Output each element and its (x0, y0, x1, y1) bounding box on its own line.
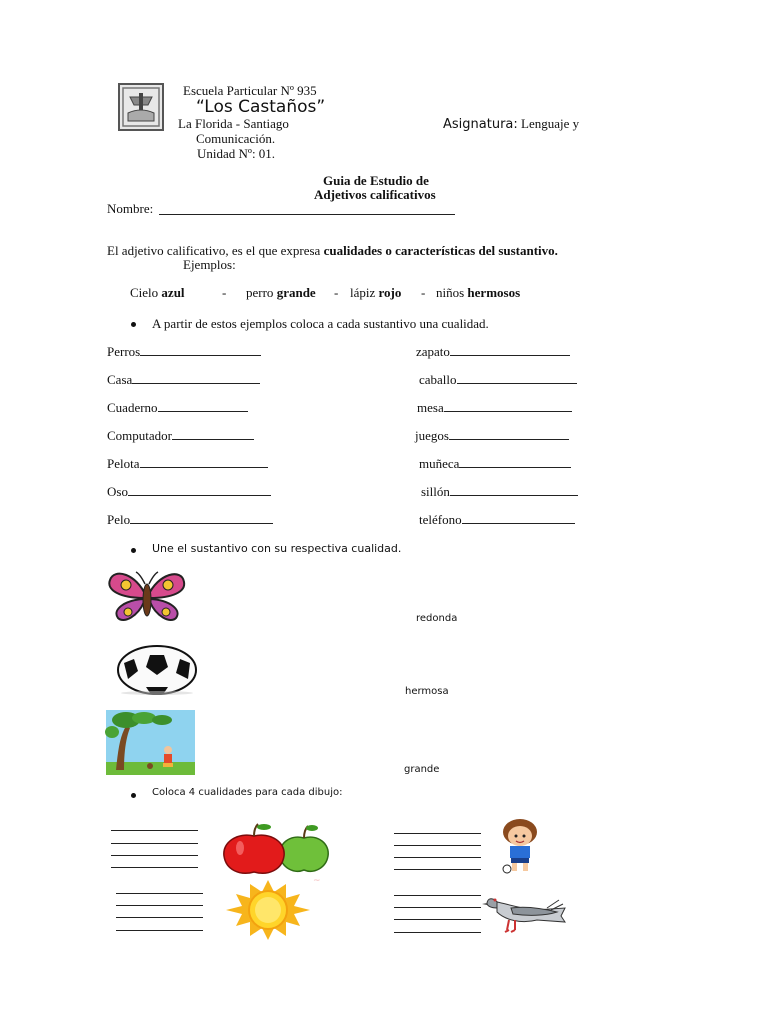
noun-row-right (417, 400, 572, 416)
location: La Florida - Santiago (178, 116, 289, 131)
instruction-2: Une el sustantivo con su respectiva cualidad. (152, 542, 402, 555)
intro-bold: cualidades o características del sustantivo. (323, 243, 558, 258)
subject-cont: Comunicación. (196, 131, 276, 146)
bullet-icon (131, 548, 136, 553)
answer-line[interactable] (158, 401, 248, 412)
examples-label: Ejemplos: (183, 257, 236, 272)
match-word[interactable]: redonda (416, 613, 458, 624)
intro-plain: El adjetivo calificativo, es el que expresa (107, 243, 324, 258)
noun-row-right (421, 484, 578, 500)
noun-row-right (419, 512, 575, 528)
butterfly-image[interactable] (106, 568, 188, 624)
noun-label: Pelo (107, 512, 131, 527)
answer-line[interactable] (394, 895, 481, 896)
school-line: Escuela Particular Nº 935 (183, 83, 317, 98)
answer-line[interactable] (394, 919, 481, 920)
answer-line[interactable] (111, 855, 198, 856)
answer-line[interactable] (111, 867, 198, 868)
noun-label: mesa (417, 400, 444, 415)
noun-label: zapato (416, 344, 450, 359)
noun-row-left (107, 428, 254, 444)
example-noun: niños (436, 285, 465, 300)
noun-label: Oso (107, 484, 128, 499)
answer-line[interactable] (457, 373, 577, 384)
answer-line[interactable] (459, 457, 571, 468)
noun-row-right (419, 372, 577, 388)
example-sep: - (222, 285, 227, 300)
example-sep: - (421, 285, 426, 300)
answer-line[interactable] (462, 513, 575, 524)
bullet-icon (131, 322, 136, 327)
example-2 (246, 285, 316, 301)
answer-line[interactable] (116, 930, 203, 931)
noun-row-left (107, 400, 248, 416)
answer-line[interactable] (394, 857, 481, 858)
subject-value: Lenguaje y (521, 116, 580, 131)
answer-line[interactable] (444, 401, 572, 412)
noun-label: juegos (415, 428, 449, 443)
intro-text (107, 243, 558, 259)
answer-line[interactable] (116, 893, 203, 894)
noun-row-left (107, 512, 273, 528)
apples-image[interactable] (218, 824, 330, 874)
tree-scene-image[interactable] (106, 710, 195, 775)
school-name: “Los Castaños” (196, 97, 326, 117)
answer-line[interactable] (172, 429, 254, 440)
answer-line[interactable] (394, 845, 481, 846)
noun-row-left (107, 456, 268, 472)
noun-label: Perros (107, 344, 141, 359)
noun-label: muñeca (419, 456, 460, 471)
noun-row-left (107, 344, 261, 360)
answer-line[interactable] (140, 457, 268, 468)
noun-label: Casa (107, 372, 133, 387)
boy-image[interactable] (495, 818, 545, 874)
title-line2: Adjetivos calificativos (314, 187, 436, 202)
answer-line[interactable] (130, 513, 273, 524)
example-adj: azul (161, 285, 185, 300)
example-adj: rojo (378, 285, 402, 300)
example-noun: lápiz (350, 285, 376, 300)
watermark-mark: ~ (313, 876, 321, 886)
answer-line[interactable] (116, 917, 203, 918)
noun-label: Pelota (107, 456, 140, 471)
answer-line[interactable] (132, 373, 260, 384)
subject-label: Asignatura: (443, 117, 518, 132)
title-line1: Guia de Estudio de (323, 173, 429, 188)
answer-line[interactable] (450, 345, 570, 356)
answer-line[interactable] (394, 833, 481, 834)
answer-line[interactable] (449, 429, 569, 440)
noun-row-left (107, 484, 271, 500)
bullet-icon (131, 793, 136, 798)
noun-row-right (416, 344, 570, 360)
noun-row-right (419, 456, 571, 472)
match-word[interactable]: hermosa (405, 686, 449, 697)
noun-row-left (107, 372, 260, 388)
noun-label: teléfono (419, 512, 462, 527)
noun-label: caballo (419, 372, 457, 387)
name-label: Nombre: (107, 201, 154, 216)
pigeon-image[interactable] (485, 886, 567, 938)
soccer-ball-image[interactable] (116, 643, 198, 695)
instruction-3: Coloca 4 cualidades para cada dibujo: (152, 787, 343, 798)
answer-line[interactable] (394, 907, 481, 908)
noun-label: Computador (107, 428, 172, 443)
instruction-1: A partir de estos ejemplos coloca a cada sustantivo una cualidad. (152, 316, 489, 331)
match-word[interactable]: grande (404, 764, 440, 775)
noun-label: sillón (421, 484, 450, 499)
sun-image[interactable] (218, 880, 318, 940)
answer-line[interactable] (394, 932, 481, 933)
example-sep: - (334, 285, 339, 300)
unit: Unidad Nº: 01. (197, 146, 276, 161)
noun-label: Cuaderno (107, 400, 158, 415)
answer-line[interactable] (111, 830, 198, 831)
answer-line[interactable] (140, 345, 261, 356)
example-noun: perro (246, 285, 274, 300)
example-noun: Cielo (130, 285, 159, 300)
answer-line[interactable] (111, 843, 198, 844)
noun-row-right (415, 428, 569, 444)
example-adj: hermosos (467, 285, 521, 300)
example-3 (350, 285, 401, 301)
school-logo (118, 83, 164, 131)
example-4 (436, 285, 520, 301)
example-1 (130, 285, 185, 301)
answer-line[interactable] (128, 485, 271, 496)
name-line[interactable] (159, 214, 455, 215)
example-adj: grande (276, 285, 316, 300)
subject (443, 116, 579, 132)
answer-line[interactable] (116, 905, 203, 906)
answer-line[interactable] (450, 485, 578, 496)
answer-line[interactable] (394, 869, 481, 870)
